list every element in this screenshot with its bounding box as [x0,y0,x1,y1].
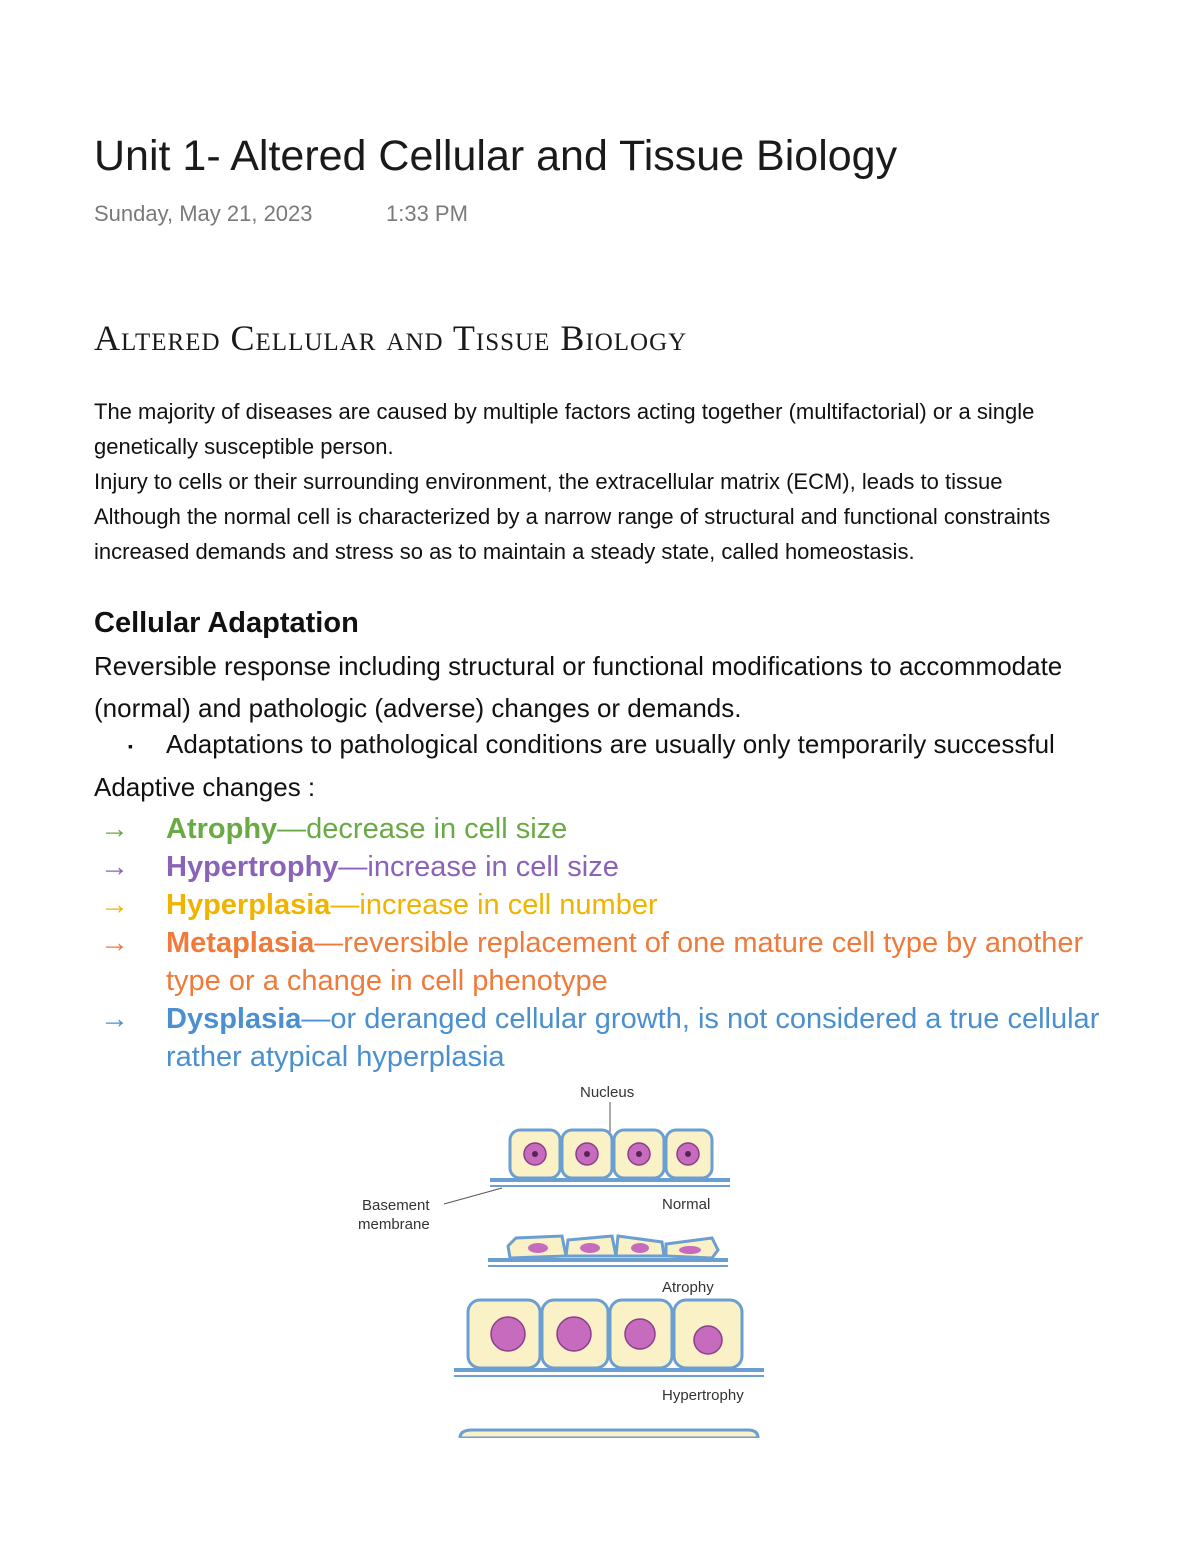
term-hypertrophy: Hypertrophy [166,851,339,883]
term-atrophy: Atrophy [166,813,278,845]
nucleus [694,1326,722,1354]
term-hyperplasia: Hyperplasia [166,889,331,921]
partial-cell-row [460,1430,758,1438]
atrophy-cells [488,1236,728,1267]
definition-continued: type or a change in cell phenotype [166,965,608,997]
bullet-item [128,729,1200,760]
nucleus-label: Nucleus [580,1084,635,1101]
definition: —increase in cell size [338,851,619,883]
description-line: Reversible response including structural or functional modifications to accommodate [94,651,1063,681]
adaptive-changes-label: Adaptive changes : [94,772,316,802]
basement-label-2: membrane [358,1216,430,1233]
normal-label: Normal [662,1196,711,1213]
page-title: Unit 1- Altered Cellular and Tissue Biology [94,132,898,180]
nucleus [679,1246,701,1254]
hypertrophy-label: Hypertrophy [662,1387,744,1404]
cell-diagram [340,1078,780,1438]
intro-line: genetically susceptible person. [94,434,394,459]
basement-membrane [490,1178,730,1182]
list-item-hyperplasia [100,886,1200,924]
term-metaplasia: Metaplasia [166,927,315,959]
partial-cells-row [460,1430,758,1438]
term-dysplasia: Dysplasia [166,1003,302,1035]
list-item-atrophy [100,810,1200,848]
nucleolus [685,1151,691,1157]
definition: —decrease in cell size [277,813,568,845]
definition: —increase in cell number [330,889,658,921]
basement-membrane [490,1185,730,1187]
nucleolus [636,1151,642,1157]
intro-line: increased demands and stress so as to maintain a steady state, called homeostasis. [94,539,915,564]
description-line: (normal) and pathologic (adverse) changes or demands. [94,693,742,723]
basement-membrane [454,1375,764,1377]
intro-line: Injury to cells or their surrounding environment, the extracellular matrix (ECM), leads to tissue [94,469,1003,494]
arrow-right-icon: → [100,889,129,921]
arrow-right-icon: → [100,851,129,883]
normal-cells [490,1130,730,1187]
basement-membrane [454,1368,764,1372]
intro-paragraph [94,394,1200,569]
cellular-adaptation-title: Cellular Adaptation [94,607,359,639]
cell-adaptation-figure [340,1078,780,1438]
intro-line: Although the normal cell is characterized by a narrow range of structural and functional constraints [94,504,1051,529]
basement-membrane [488,1258,728,1262]
definition: —or deranged cellular growth, is not considered a true cellular [301,1003,1100,1035]
nucleus [557,1317,591,1351]
nucleus [528,1243,548,1253]
nucleus [631,1243,649,1253]
arrow-right-icon: → [100,813,129,845]
definition-continued: rather atypical hyperplasia [166,1041,505,1073]
adaptation-description [94,645,1200,729]
section-heading: Altered Cellular and Tissue Biology [94,318,688,358]
note-date: Sunday, May 21, 2023 [94,201,313,226]
list-item-hypertrophy [100,848,1200,886]
nucleus [625,1319,655,1349]
bullet-text: Adaptations to pathological conditions are usually only temporarily successful [166,729,1055,759]
list-item-metaplasia [100,924,1200,1000]
nucleolus [584,1151,590,1157]
nucleolus [532,1151,538,1157]
nucleus [580,1243,600,1253]
arrow-right-icon: → [100,1003,129,1035]
note-time: 1:33 PM [386,201,468,226]
basement-label-1: Basement [362,1197,430,1214]
hypertrophy-cells [454,1300,764,1377]
basement-pointer [444,1188,502,1204]
adaptive-changes-list [100,810,1200,1076]
definition: —reversible replacement of one mature cell type by another [314,927,1084,959]
intro-line: The majority of diseases are caused by multiple factors acting together (multifactorial) or a single [94,399,1035,424]
arrow-right-icon: → [100,927,129,959]
atrophy-label: Atrophy [662,1279,714,1296]
nucleus [491,1317,525,1351]
list-item-dysplasia [100,1000,1200,1076]
square-bullet-icon: ▪ [128,738,133,755]
basement-membrane [488,1265,728,1267]
